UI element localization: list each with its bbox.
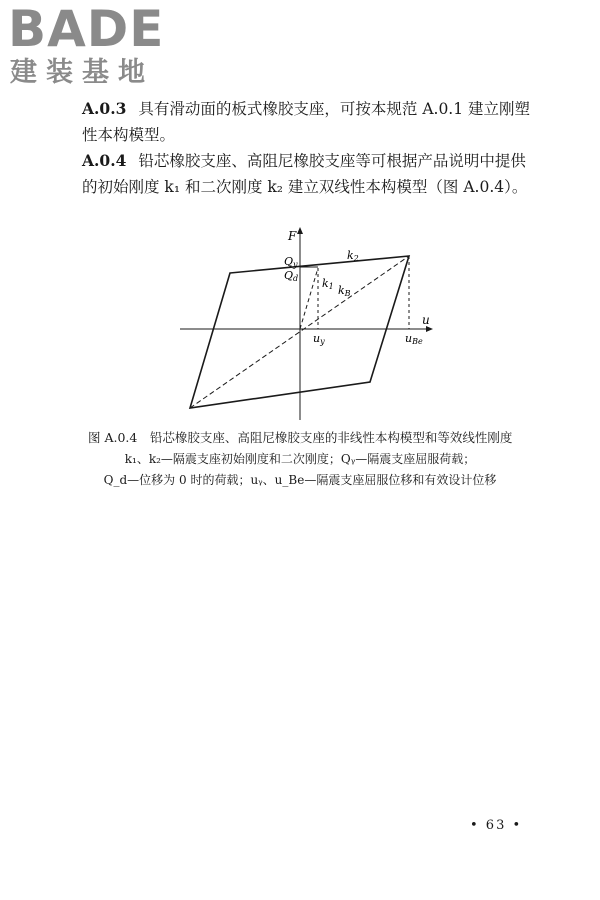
label-k1: k1 (322, 277, 334, 291)
figure-bilinear-model (160, 225, 450, 425)
label-u: u (422, 313, 430, 327)
label-Qy: Qy (284, 255, 298, 269)
figure-caption-title: 图 A.0.4 铅芯橡胶支座、高阻尼橡胶支座的非线性本构模型和等效线性刚度 (88, 430, 513, 445)
label-kB: kB (338, 284, 351, 298)
logo (8, 2, 178, 90)
label-uy: uy (313, 332, 325, 346)
logo-subtitle: 建装基地 (10, 57, 154, 88)
clause-a03 (82, 96, 532, 148)
figure-svg (160, 225, 450, 425)
label-F: F (288, 229, 297, 243)
clause-text: 具有滑动面的板式橡胶支座，可按本规范 A.0.1 建立刚塑性本构模型。 (82, 100, 531, 144)
clause-text: 铅芯橡胶支座、高阻尼橡胶支座等可根据产品说明中提供的初始刚度 k₁ 和二次刚度 k₂ 建立双线性本构模型（图 A.0.4）。 (82, 152, 528, 196)
label-Qd: Qd (284, 269, 299, 283)
clause-a04 (82, 148, 532, 200)
page-number: • 63 • (470, 818, 523, 833)
figure-caption-legend-2: Q_d—位移为 0 时的荷载；uᵧ、u_Be—隔震支座屈服位移和有效设计位移 (103, 473, 497, 487)
clause-number: A.0.3 (82, 99, 127, 118)
figure-caption-legend-1: k₁、k₂—隔震支座初始刚度和二次刚度；Qᵧ—隔震支座屈服荷载； (124, 452, 476, 466)
k1-line (300, 268, 318, 329)
clause-number: A.0.4 (82, 151, 127, 170)
label-uBe: uBe (405, 332, 423, 346)
logo-word: BADE (8, 0, 165, 58)
label-k2: k2 (347, 249, 359, 263)
